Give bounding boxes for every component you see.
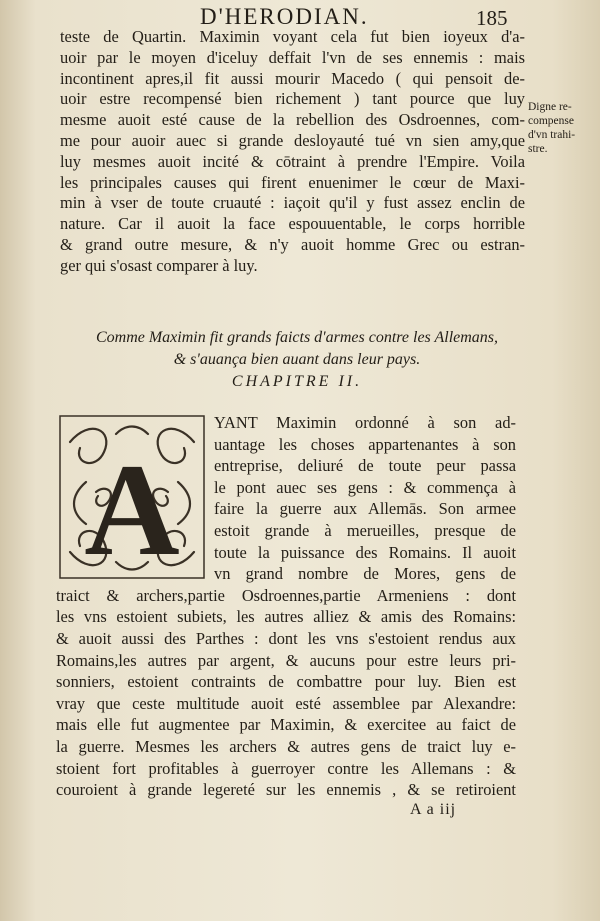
text-line: traict & archers,partie Osdroennes,partie Armeniens : dont (56, 585, 516, 605)
text-line: uoir estre recompensé bien richement ) tant pource que luy (60, 89, 525, 109)
text-line: nature. Car il auoit la face espouuentable, le corps horrible (60, 214, 525, 234)
signature-mark: A a iij (410, 801, 457, 818)
text-line: estoit grande à merueilles, presque de (214, 520, 516, 540)
chapter-title-line: Comme Maximin fit grands faicts d'armes contre les Allemans, (95, 329, 499, 346)
text-line: uantage les choses appartenantes à son (214, 434, 516, 454)
text-line: la guerre. Mesmes les archers & autres gens de traict luy e- (56, 736, 516, 756)
text-line: couroient à grande legereté sur les ennemis , & se retiroient (56, 780, 516, 800)
text-line: les principales causes qui firent enuenimer le cœur de Maxi- (60, 172, 525, 192)
text-line: vray que ceste multitude auoit esté assemblee par Alexandre: (56, 693, 516, 713)
margin-note (528, 100, 596, 156)
text-line: vn grand nombre de Mores, gens de (214, 564, 516, 584)
chapter-heading (72, 327, 522, 393)
text-line: sonniers, estoient contraints de combattre pour luy. Bien est (56, 672, 516, 692)
text-line: stoient fort profitables à guerroyer contre les Allemans : & (56, 758, 516, 778)
chapter-body (56, 412, 516, 801)
text-line: min à vser de toute cruauté : iaçoit qu'il y fust assez enclin de (60, 193, 525, 213)
page-number: 185 (476, 6, 508, 30)
text-line: le pont auec ses gens : & commença à (214, 477, 516, 497)
svg-text:A: A (84, 436, 180, 582)
text-line: teste de Quartin. Maximin voyant cela fut bien ioyeux d'a- (60, 27, 525, 46)
text-line: incontinent apres,il fit aussi mourir Macedo ( qui pensoit de- (60, 68, 525, 88)
text-line: YANT Maximin ordonné à son ad- (214, 413, 516, 432)
margin-note-line: d'vn trahi- (528, 129, 576, 141)
text-line: luy mesmes auoit incité & cōtraint à prendre l'Empire. Voila (60, 151, 525, 171)
text-line: & auoit aussi des Parthes : dont les vns s'estoient rendus aux (56, 628, 516, 648)
chapter-label: CHAPITRE II. (231, 373, 363, 390)
running-head: D'HERODIAN. (200, 4, 369, 29)
text-line: ger qui s'osast comparer à luy. (60, 255, 258, 275)
text-line: toute la puissance des Romains. Il auoit (214, 542, 516, 562)
text-line: me pour auoir auec si grande desloyauté tué vn sien amy,que (60, 130, 525, 150)
paragraph-one (60, 27, 525, 277)
text-line: & grand outre mesure, & n'y auoit homme Grec ou estran- (60, 234, 525, 254)
text-line: faire la guerre aux Allemās. Son armee (214, 499, 516, 519)
text-line: mais elle fut augmentee par Maximin, & exercitee au faict de (56, 715, 516, 735)
text-line: uoir par le moyen d'iceluy deffait l'vn de ses ennemis : mais (60, 47, 525, 67)
chapter-title-line: & s'auança bien auant dans leur pays. (173, 351, 421, 368)
margin-note-line: compense (528, 115, 574, 127)
text-line: les vns estoient subiets, les autres alliez & amis des Romains: (56, 607, 516, 627)
margin-note-line: stre. (528, 143, 548, 155)
margin-note-line: Digne re- (528, 101, 572, 113)
text-line: entreprise, deliuré de toute peur passa (214, 456, 516, 476)
text-line: mesme auoit esté cause de la rebellion des Osdroennes, com- (60, 110, 525, 130)
text-line: Romains,les autres par argent, & aucuns pour estre leurs pri- (56, 650, 516, 670)
